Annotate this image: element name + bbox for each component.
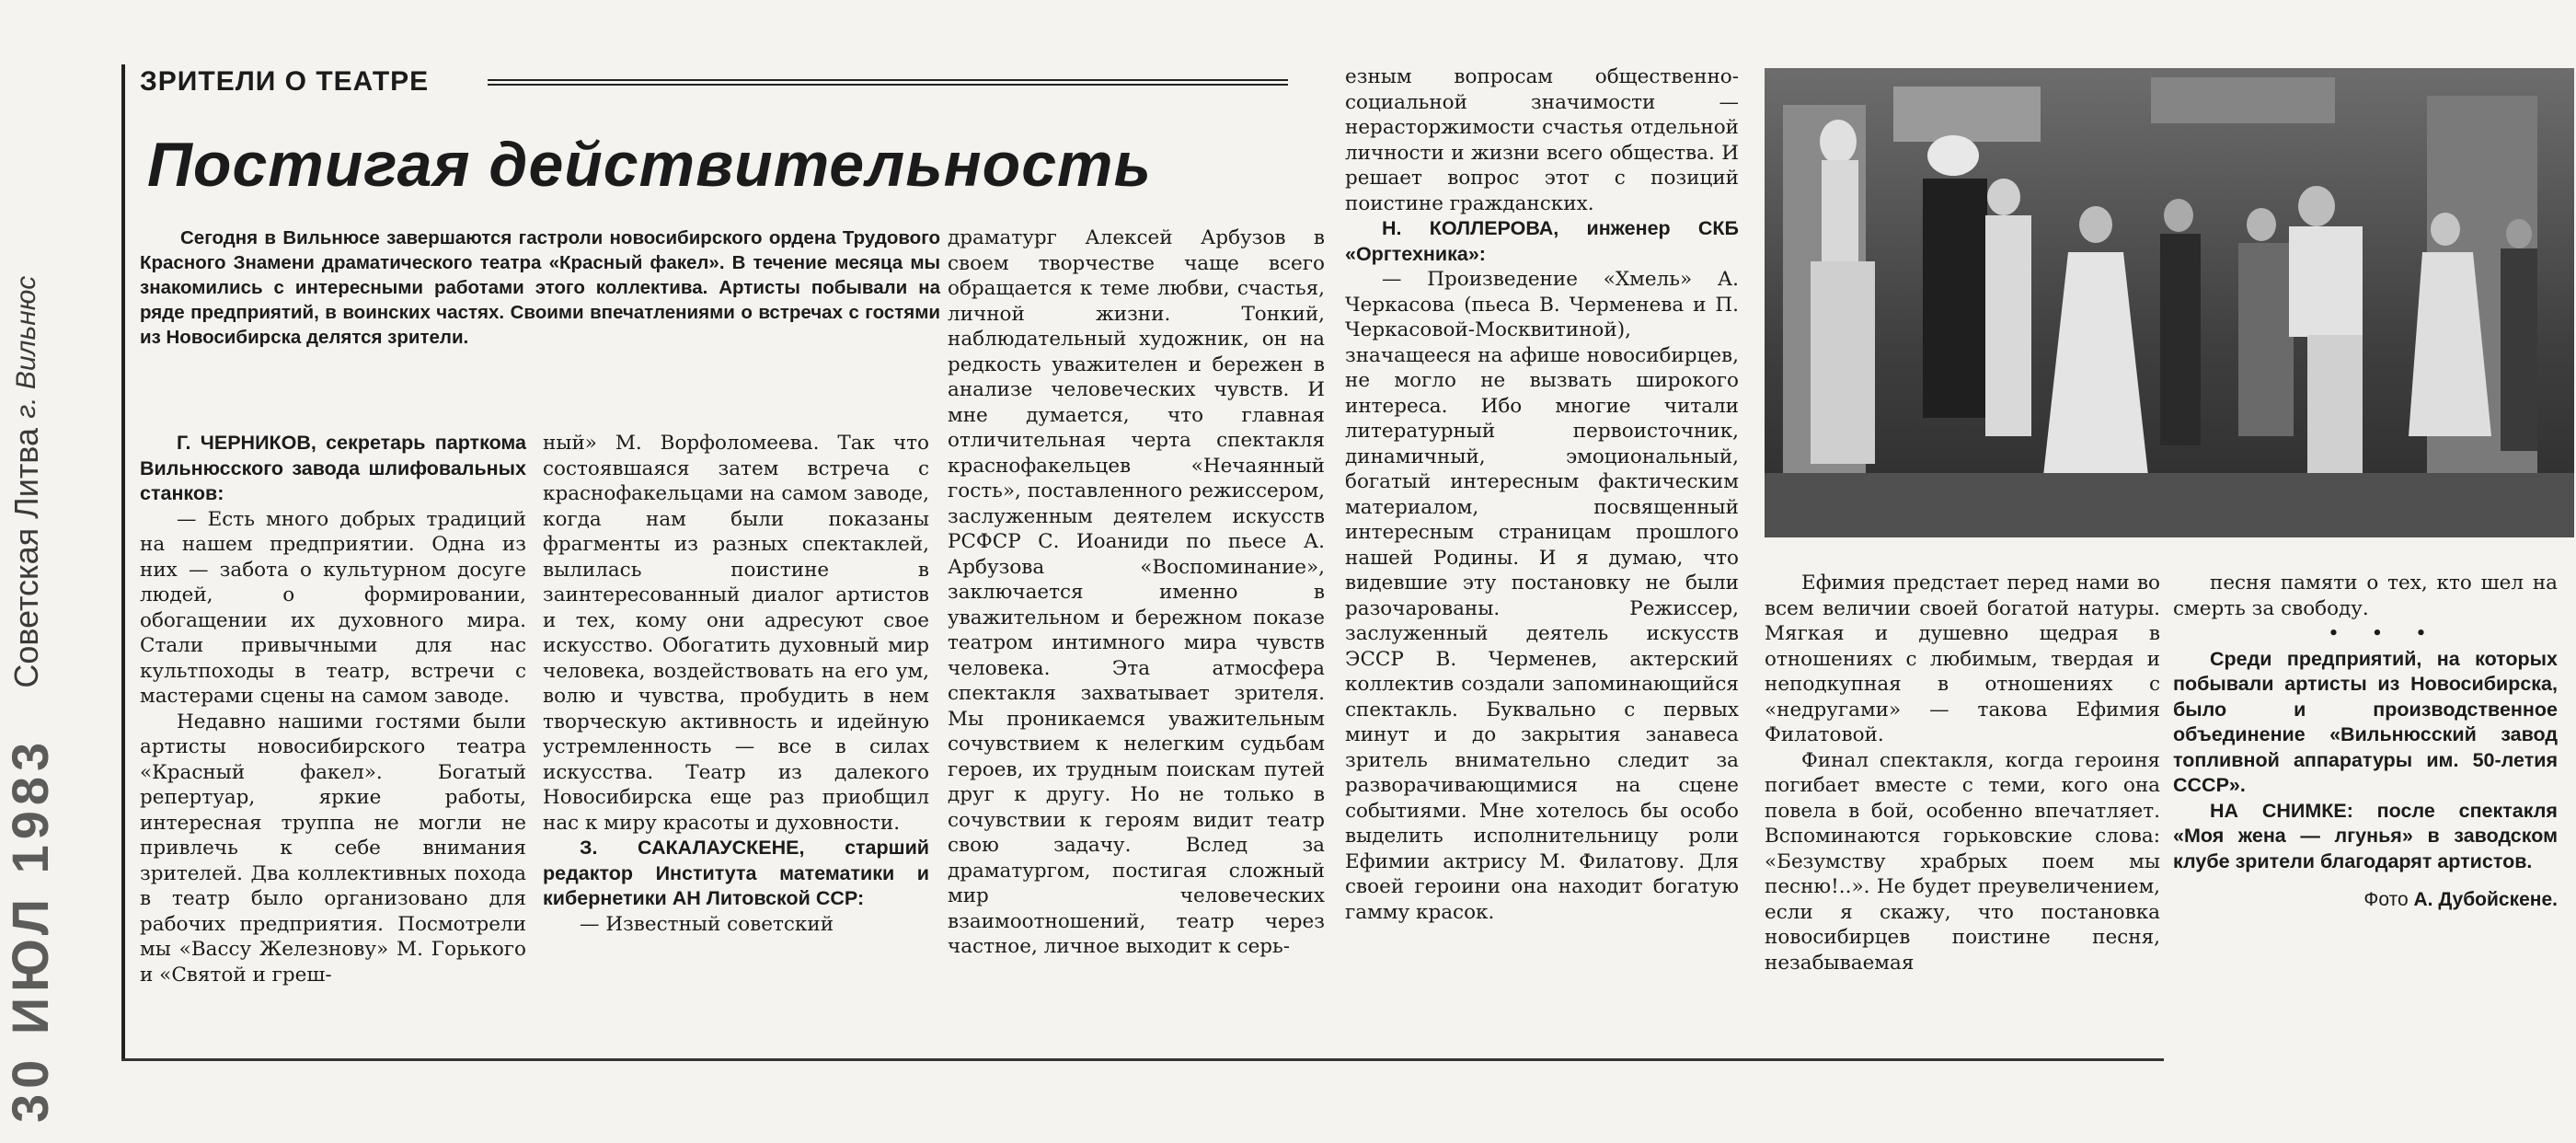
author-kollerova: Н. КОЛЛЕРОВА, инженер СКБ «Оргтехника»: xyxy=(1345,217,1739,265)
rubric-title: ЗРИТЕЛИ О ТЕАТРЕ xyxy=(140,66,430,97)
paragraph: — Есть много добрых традиций на нашем предприятии. Одна из них — забота о культурном досуге людей, о формировании, обогащении их духовного мира. Стали привычными для нас культпоходы в театр, встречи с мастерами сцены на самом заводе. xyxy=(140,507,526,708)
author-sakalauskene: З. САКАЛАУСКЕНЕ, старший редактор Института математики и кибернетики АН Литовской ССР: xyxy=(543,837,929,909)
article-headline: Постигая действительность xyxy=(147,130,1152,200)
newspaper-city: г. Вильнюс xyxy=(11,276,41,419)
column-6 xyxy=(2173,571,2558,913)
column-2 xyxy=(543,431,929,937)
column-4 xyxy=(1345,64,1739,925)
paragraph: песня памяти о тех, кто шел на смерть за свободу. xyxy=(2173,572,2558,620)
author-chernikov: Г. ЧЕРНИКОВ, секретарь парткома Вильнюсского завода шлифовальных станков: xyxy=(140,432,526,504)
stage-photo xyxy=(1765,68,2574,537)
credit-name: А. Дубойскене. xyxy=(2413,889,2558,910)
photo-caption xyxy=(2173,799,2558,875)
column-3 xyxy=(948,225,1325,960)
article-lead: Сегодня в Вильнюсе завершаются гастроли новосибирского ордена Трудового Красного Знамени драматического театра «Красный факел». В течение месяца мы знакомились с интересными работами этого коллектива. Артисты побывали на ряде предприятий, в воинских частях. Своими впечатлениями о встречах с гостями из Новосибирска делятся зрители. xyxy=(140,227,940,348)
stage-photo-image xyxy=(1765,68,2574,537)
bottom-border-rule xyxy=(121,1058,2164,1061)
date-stamp: 30 ИЮЛ 1983 xyxy=(1,736,59,1123)
paragraph: ный» М. Ворфоломеева. Так что состоявшаяся затем встреча с краснофакельцами на самом заводе, когда нам были показаны фрагменты из разных спектаклей, вылилась поистине в заинтересованный диалог артистов и тех, кому они адресуют свое искусство. Обогатить духовный мир человека, воздействовать на его ум, волю и чувства, пробудить в нем творческую активность и идейную устремленность — все в силах искусства. Театр из далекого Новосибирска еще раз приобщил нас к миру красоты и духовности. xyxy=(543,432,929,835)
photo-credit xyxy=(2173,887,2558,913)
rubric-rule xyxy=(488,79,1288,86)
section-separator: • • • xyxy=(2328,622,2440,645)
paragraph: Ефимия предстает перед нами во всем величии своей богатой натуры. Мягкая и душевно щедрая в отношениях с любимым, твердая и неподкупная в отношениях с «недругами» — такова Ефимия Филатовой. xyxy=(1765,572,2160,746)
paragraph: — Произведение «Хмель» А. Черкасова (пьеса В. Черменева и П. Черкасовой-Москвитиной), значащееся на афише новосибирцев, не могло не вызвать широкого интереса. Ибо многие читали литературный первоисточник, динамичный, эмоциональный, богатый интересным фактическим материалом, посвященный интересным страницам прошлого нашей Родины. И я думаю, что видевшие эту постановку не были разочарованы. Режиссер, заслуженный деятель искусств ЭССР В. Черменев, актерский коллектив создали запоминающийся спектакль. Буквально с первых минут и до закрытия занавеса зритель внимательно следит за разворачивающимися на сцене событиями. Мне хотелось бы особо выделить исполнительницу роли Ефимии актрису М. Филатову. Для своей героини она находит богатую гамму красок. xyxy=(1345,268,1739,924)
paragraph: Финал спектакля, когда героиня погибает вместе с теми, кого она повела в бой, особенно впечатляет. Вспоминаются горьковские слова: «Безумству храбрых поем мы песню!..». Не будет преувеличением, если я скажу, что постановка новосибирцев поистине песня, незабываемая xyxy=(1765,748,2160,975)
paragraph: драматург Алексей Арбузов в своем творчестве чаще всего обращается к теме любви, счастья, личной жизни. Тонкий, наблюдательный художник, он на редкость уважителен и бережен в анализе человеческих чувств. И мне думается, что главная отличительная черта спектакля краснофакельцев «Нечаянный гость», поставленного режиссером, заслуженным деятелем искусств РСФСР С. Иоаниди по пьесе А. Арбузова «Воспоминание», заключается именно в уважительном и бережном показе театром интимного мира чувств человека. Эта атмосфера спектакля захватывает зрителя. Мы проникаемся уважительным сочувствием к нелегким судьбам героев, их трудным поискам путей друг к другу. Но не только в сочувствии к героям видит театр свою задачу. Вслед за драматургом, постигая сложный мир человеческих взаимоотношений, театр через частное, личное выходит к серь- xyxy=(948,226,1325,958)
paragraph: езным вопросам общественно-социальной значимости — нерасторжимости счастья отдельной личности и жизни всего общества. И решает вопрос этот с позиций поистине гражданских. xyxy=(1345,65,1739,215)
column-5 xyxy=(1765,571,2160,976)
caption-text: после спектакля «Моя жена — лгунья» в заводском клубе зрители благодарят артистов. xyxy=(2173,799,2558,872)
left-border-rule xyxy=(121,64,125,1058)
column-1 xyxy=(140,431,526,987)
newspaper-name: Советская Литва xyxy=(7,427,45,688)
paragraph: Недавно нашими гостями были артисты новосибирского театра «Красный факел». Богатый репертуар, яркие работы, интересная труппа не могли не привлечь к себе внимания зрителей. Два коллективных похода в театр было организовано для рабочих предприятия. Посмотрели мы «Вассу Железнову» М. Горького и «Святой и греш- xyxy=(140,710,526,987)
caption-label: НА СНИМКЕ: xyxy=(2210,799,2353,822)
credit-prefix: Фото xyxy=(2363,889,2414,910)
paragraph: Среди предприятий, на которых побывали артисты из Новосибирска, было и производственное объединение «Вильнюсский завод топливной аппаратуры им. 50-летия СССР». xyxy=(2173,647,2558,796)
newspaper-name-stamp xyxy=(7,276,63,688)
paragraph: — Известный советский xyxy=(580,912,834,936)
